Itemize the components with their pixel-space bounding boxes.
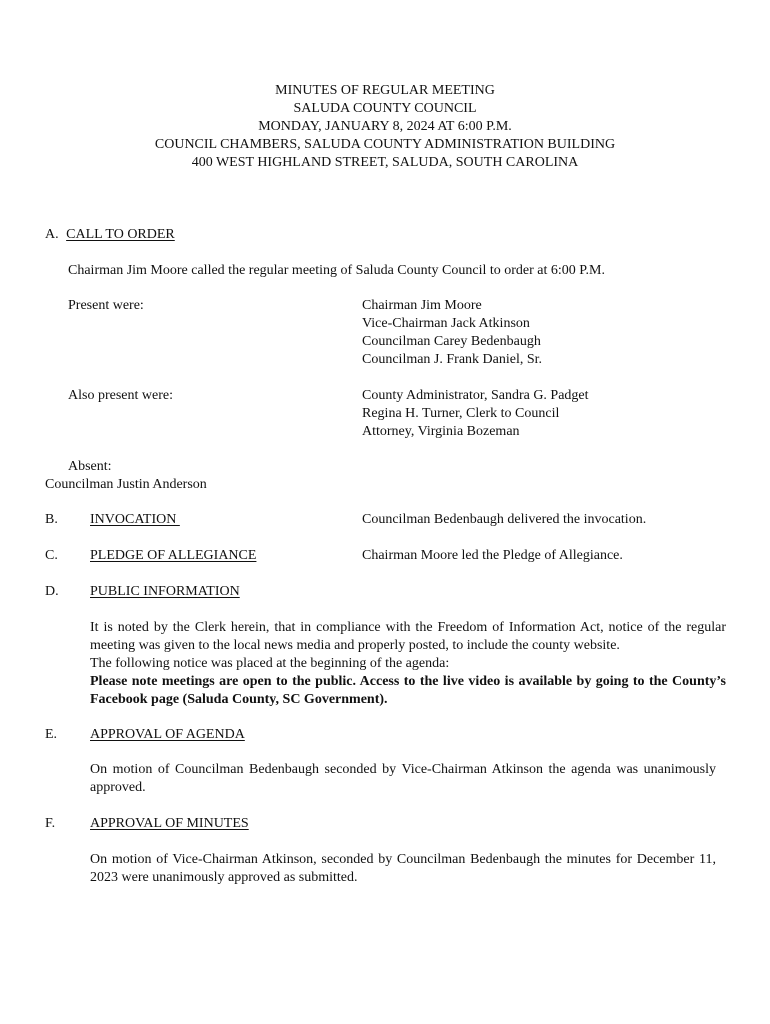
present-item: Vice-Chairman Jack Atkinson [362, 316, 530, 331]
section-e-letter: E. [45, 727, 58, 742]
section-d-paragraph: It is noted by the Clerk herein, that in compliance with the Freedom of Information Act, notice of the regular meeting was given to the local news media and properly posted, to include the county website. [90, 620, 726, 653]
section-a-letter: A. [45, 227, 59, 242]
also-present-item: County Administrator, Sandra G. Padget [362, 388, 589, 403]
also-present-item: Regina H. Turner, Clerk to Council [362, 406, 560, 421]
header-line-3: MONDAY, JANUARY 8, 2024 AT 6:00 P.M. [258, 119, 512, 134]
public-notice: Please note meetings are open to the public. Access to the live video is available by going to the County’s Facebook page (Saluda County, SC Government). [90, 674, 726, 707]
also-present-list [362, 387, 589, 441]
present-item: Councilman Carey Bedenbaugh [362, 334, 541, 349]
section-d-paragraph-2: The following notice was placed at the beginning of the agenda: [90, 656, 450, 671]
section-c-text: Chairman Moore led the Pledge of Allegiance. [362, 548, 623, 563]
section-d-letter: D. [45, 584, 59, 599]
present-label: Present were: [68, 298, 144, 313]
also-present-label: Also present were: [68, 388, 173, 403]
present-item: Councilman J. Frank Daniel, Sr. [362, 352, 543, 367]
section-b-text: Councilman Bedenbaugh delivered the invocation. [362, 512, 647, 527]
section-f-text: On motion of Vice-Chairman Atkinson, seconded by Councilman Bedenbaugh the minutes for December 11, 2023 were unanimously approved as submitted. [90, 852, 716, 885]
section-a-title: CALL TO ORDER [66, 227, 175, 242]
document-header [0, 82, 770, 172]
header-line-4: COUNCIL CHAMBERS, SALUDA COUNTY ADMINISTRATION BUILDING [154, 137, 616, 152]
section-b-letter: B. [45, 512, 58, 527]
section-d-text [90, 619, 726, 709]
header-line-5: 400 WEST HIGHLAND STREET, SALUDA, SOUTH CAROLINA [191, 155, 579, 170]
section-c-letter: C. [45, 548, 58, 563]
section-f-title: APPROVAL OF MINUTES [90, 816, 249, 831]
also-present-item: Attorney, Virginia Bozeman [362, 424, 520, 439]
section-d-title: PUBLIC INFORMATION [90, 584, 240, 599]
section-a-text: Chairman Jim Moore called the regular meeting of Saluda County Council to order at 6:00 P.M. [68, 263, 605, 278]
section-b-title: INVOCATION [90, 512, 180, 527]
header-line-1: MINUTES OF REGULAR MEETING [275, 83, 495, 98]
present-list [362, 297, 542, 369]
absent-label: Absent: [68, 459, 112, 474]
header-line-2: SALUDA COUNTY COUNCIL [293, 101, 477, 116]
section-c-title: PLEDGE OF ALLEGIANCE [90, 548, 257, 563]
present-item: Chairman Jim Moore [362, 298, 482, 313]
section-a-heading [45, 226, 175, 244]
section-f-letter: F. [45, 816, 56, 831]
section-e-title: APPROVAL OF AGENDA [90, 727, 245, 742]
absent-member: Councilman Justin Anderson [45, 477, 207, 492]
section-e-text: On motion of Councilman Bedenbaugh seconded by Vice-Chairman Atkinson the agenda was unanimously approved. [90, 762, 716, 795]
